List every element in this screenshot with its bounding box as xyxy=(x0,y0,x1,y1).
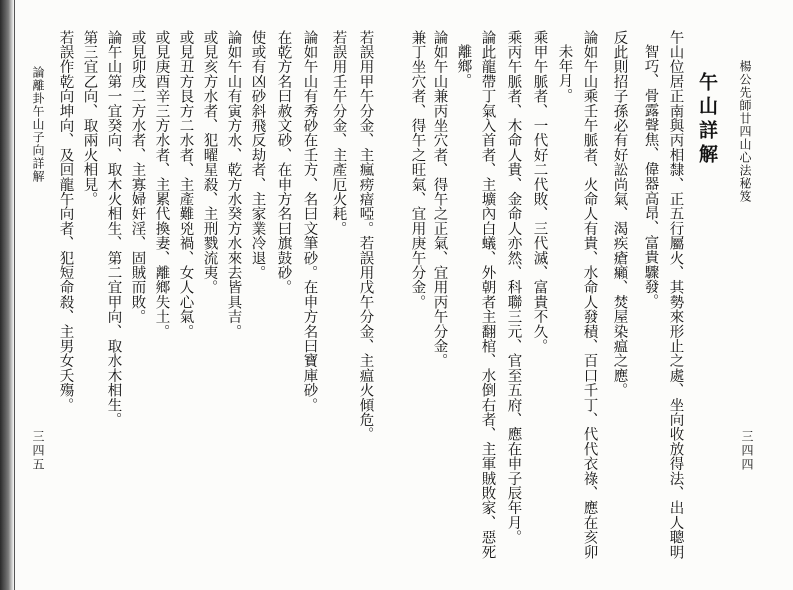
left-line-4: 在乾方名曰赦文砂、在申方名曰旗鼓砂。 xyxy=(275,30,292,295)
right-line-3: 反此則招子孫必有好訟尚氣、渴疾瘡癩、焚屋染瘟之應。 xyxy=(611,30,628,398)
left-line-9: 或見庚酉辛三方水者、主累代換妻、離鄉失土。 xyxy=(153,30,170,339)
right-line-6: 乘甲午脈者、一代好二代敗、三代滅、富貴不久。 xyxy=(531,30,548,354)
left-page-number: 三四五 xyxy=(31,430,45,472)
right-line-4: 論如午山乘壬午脈者、火命人有貴、水命人發積、百口千丁、代代衣祿、應在亥卯 xyxy=(581,30,598,560)
left-page-header: 論離卦午山子向詳解 xyxy=(31,66,45,183)
right-line-11: 兼丁坐穴者、得午之旺氣、宜用庚午分金。 xyxy=(409,30,426,310)
left-line-13: 若誤作乾向坤向、及回龍午向者、犯短命殺、主男女夭殤。 xyxy=(57,30,74,413)
left-line-2: 若誤用壬午分金、主產厄火耗。 xyxy=(330,30,347,236)
right-page-number: 三四四 xyxy=(740,430,754,472)
left-line-8: 或見丑方艮方二水者、主產難兇禍、女人心氣。 xyxy=(177,30,194,339)
right-line-1: 午山位居正南與丙相隸、正五行屬火、其勢來形止之處、坐向收放得法、出人聰明 xyxy=(667,30,684,560)
binding-shadow xyxy=(0,0,14,590)
left-line-3: 論如午山有秀砂在壬方、名曰文筆砂。在申方名曰寶庫砂。 xyxy=(301,30,318,413)
right-line-8: 論此龍帶丁氣入首者、主壙內白蟻、外朝者主翻棺、水倒右者、主軍賊敗家、惡死 xyxy=(479,30,496,560)
left-line-5: 使或有凶砂斜飛反劫者、主家業冷退。 xyxy=(249,30,266,280)
left-line-7: 或見亥方水者、犯曜星殺、主刑戮流夷。 xyxy=(201,30,218,295)
section-title: 午山詳解 xyxy=(696,72,718,168)
left-line-1: 若誤用甲午分金、主瘋痨瘖啞。若誤用戊午分金、主瘟火傾危。 xyxy=(357,30,374,442)
left-line-6: 論如午山有寅方水、乾方水癸方水來去皆具吉。 xyxy=(225,30,242,339)
right-line-7: 乘丙午脈者、木命人貴、金命人亦然、科聯三元、官至五府、應在申子辰年月。 xyxy=(505,30,522,545)
right-line-2: 智巧、骨露聲焦、偉器高昂、富貴驟發。 xyxy=(642,44,659,309)
right-line-5: 未年月。 xyxy=(556,44,573,103)
right-line-10: 論如午山兼丙坐穴者、得午之正氣、宜用丙午分金。 xyxy=(431,30,448,369)
right-line-9: 離鄉。 xyxy=(455,44,472,89)
left-line-12: 第三宜乙向、取兩火相見。 xyxy=(81,30,98,207)
right-page-header: 楊公先師廿四山心法秘笈 xyxy=(738,60,752,203)
left-line-11: 論午山第一宜癸向、取木火相生、第二宜甲向、取水木相生。 xyxy=(105,30,122,427)
page-edge xyxy=(14,0,15,590)
left-line-10: 或見卯戌二方水者、主寡婦奸淫、固賊而敗。 xyxy=(129,30,146,324)
